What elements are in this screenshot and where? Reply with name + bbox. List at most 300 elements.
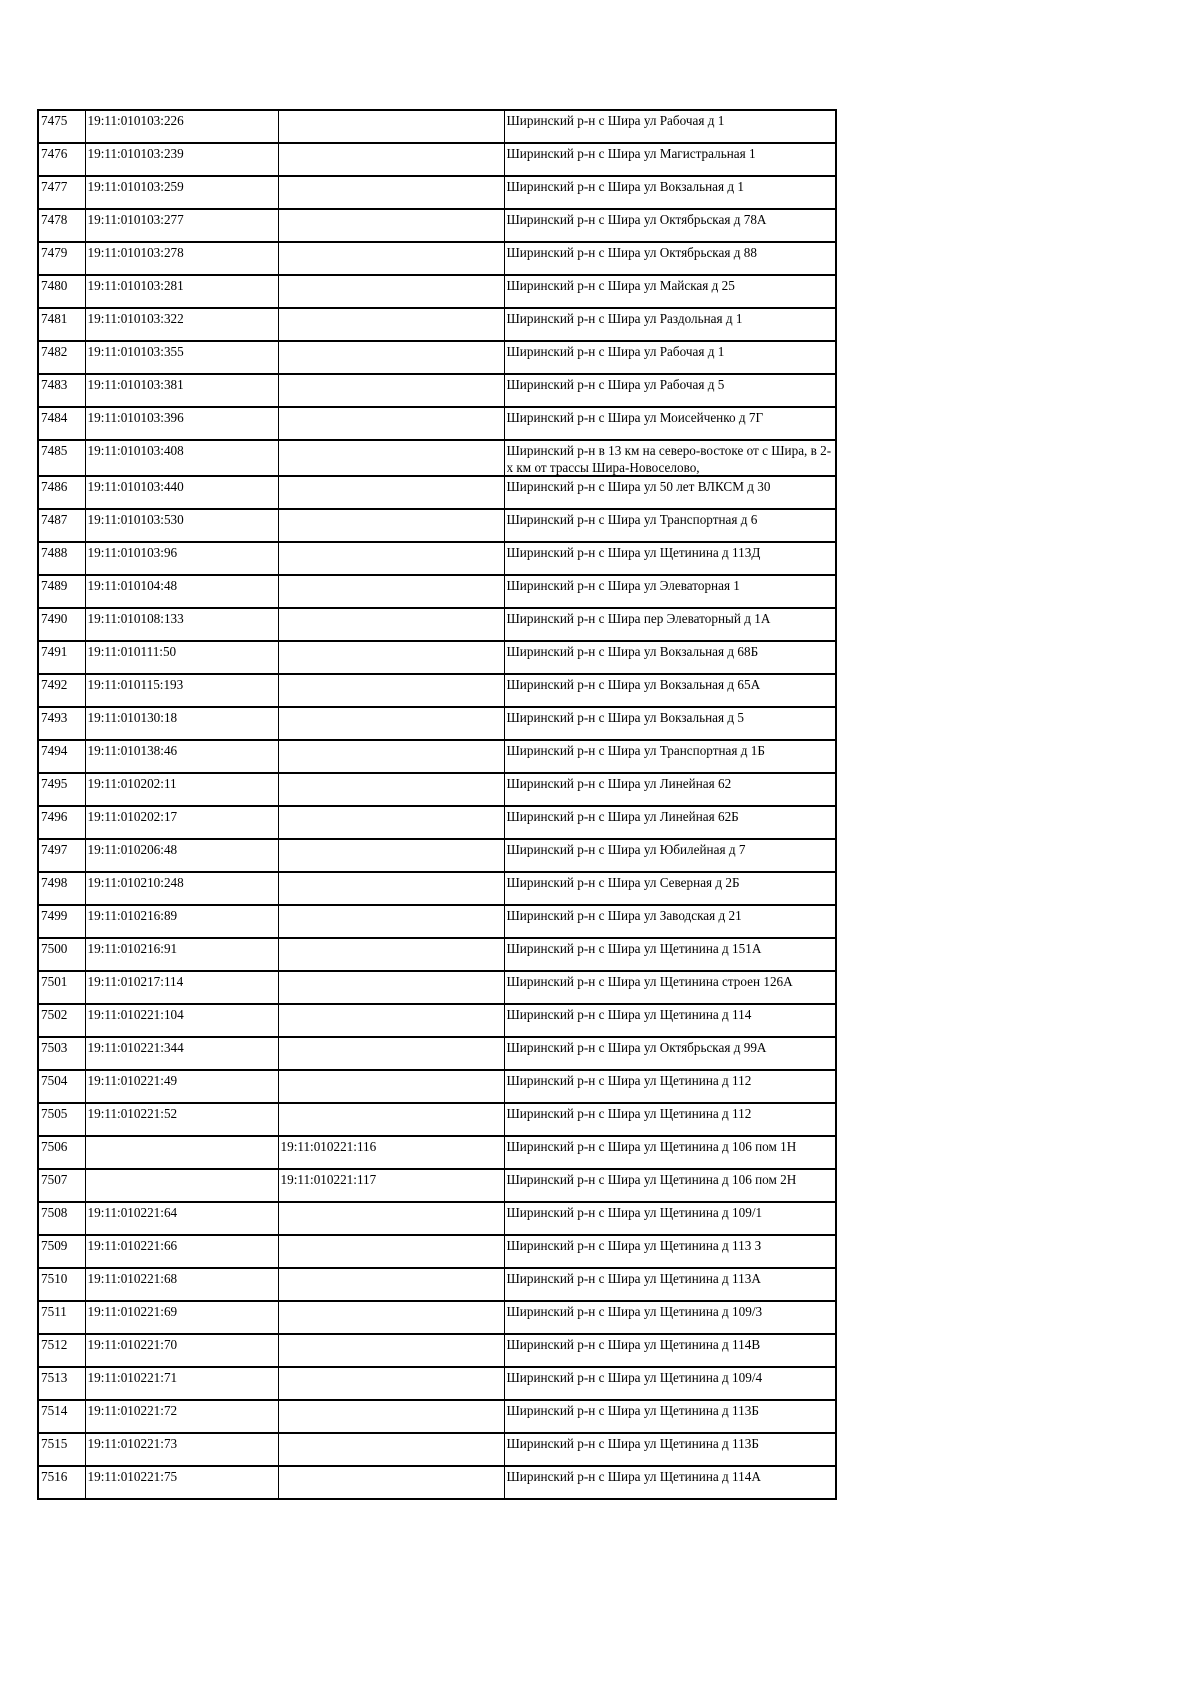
table-row (38, 209, 836, 242)
secondary-cadastral-number-cell (278, 905, 504, 938)
cadastral-table (37, 109, 837, 1500)
cadastral-number-cell-text: 19:11:010202:17 (87, 809, 178, 824)
cadastral-number-cell-text: 19:11:010221:75 (87, 1469, 178, 1484)
cadastral-number-cell (85, 1433, 278, 1466)
row-number-cell (38, 1268, 85, 1301)
cadastral-number-cell-text: 19:11:010103:239 (87, 146, 184, 161)
secondary-cadastral-number-cell-text (281, 972, 502, 973)
address-cell-text: Ширинский р-н с Шира ул Линейная 62Б (506, 809, 739, 824)
address-cell-text: Ширинский р-н с Шира ул Щетинина д 112 (506, 1106, 752, 1121)
row-number-cell-text: 7481 (41, 311, 68, 326)
table-row (38, 110, 836, 143)
row-number-cell-text: 7489 (41, 578, 68, 593)
secondary-cadastral-number-cell-text (281, 1071, 502, 1072)
address-cell (504, 1103, 836, 1136)
secondary-cadastral-number-cell (278, 110, 504, 143)
address-cell (504, 209, 836, 242)
secondary-cadastral-number-cell-text (281, 342, 502, 343)
table-row (38, 1334, 836, 1367)
address-cell-text: Ширинский р-н с Шира ул Майская д 25 (506, 278, 735, 293)
secondary-cadastral-number-cell-text (281, 741, 502, 742)
secondary-cadastral-number-cell (278, 1433, 504, 1466)
table-row (38, 1301, 836, 1334)
cadastral-number-cell (85, 1103, 278, 1136)
row-number-cell-text: 7509 (41, 1238, 68, 1253)
address-cell-text: Ширинский р-н с Шира ул Моисейченко д 7Г (506, 410, 764, 425)
secondary-cadastral-number-cell-text (281, 609, 502, 610)
secondary-cadastral-number-cell-text (281, 708, 502, 709)
secondary-cadastral-number-cell-text (281, 642, 502, 643)
address-cell (504, 641, 836, 674)
address-cell-text: Ширинский р-н с Шира ул Транспортная д 6 (506, 512, 758, 527)
cadastral-number-cell-text: 19:11:010217:114 (87, 974, 184, 989)
cadastral-number-cell-text: 19:11:010221:70 (87, 1337, 178, 1352)
cadastral-number-cell-text: 19:11:010206:48 (87, 842, 178, 857)
address-cell (504, 938, 836, 971)
cadastral-number-cell-text: 19:11:010103:226 (87, 113, 184, 128)
row-number-cell-text: 7508 (41, 1205, 68, 1220)
row-number-cell-text: 7484 (41, 410, 68, 425)
row-number-cell-text: 7490 (41, 611, 68, 626)
cadastral-number-cell-text: 19:11:010108:133 (87, 611, 184, 626)
cadastral-number-cell (85, 740, 278, 773)
address-cell (504, 275, 836, 308)
row-number-cell (38, 1169, 85, 1202)
cadastral-number-cell-text: 19:11:010103:355 (87, 344, 184, 359)
cadastral-number-cell-text: 19:11:010103:381 (87, 377, 184, 392)
address-cell-text: Ширинский р-н с Шира ул Рабочая д 5 (506, 377, 725, 392)
cadastral-number-cell-text: 19:11:010104:48 (87, 578, 178, 593)
secondary-cadastral-number-cell-text (281, 177, 502, 178)
address-cell (504, 341, 836, 374)
secondary-cadastral-number-cell-text (281, 441, 502, 442)
cadastral-number-cell-text (88, 1137, 276, 1138)
row-number-cell-text: 7496 (41, 809, 68, 824)
secondary-cadastral-number-cell (278, 1169, 504, 1202)
row-number-cell (38, 1400, 85, 1433)
row-number-cell (38, 1235, 85, 1268)
secondary-cadastral-number-cell (278, 341, 504, 374)
row-number-cell-text: 7502 (41, 1007, 68, 1022)
secondary-cadastral-number-cell-text (281, 1236, 502, 1237)
cadastral-number-cell (85, 839, 278, 872)
address-cell-text: Ширинский р-н с Шира ул Щетинина д 106 пом 2Н (506, 1172, 797, 1187)
cadastral-number-cell-text: 19:11:010202:11 (87, 776, 177, 791)
table-row (38, 476, 836, 509)
secondary-cadastral-number-cell (278, 1400, 504, 1433)
row-number-cell-text: 7499 (41, 908, 68, 923)
address-cell (504, 575, 836, 608)
cadastral-number-cell (85, 674, 278, 707)
address-cell (504, 1169, 836, 1202)
address-cell (504, 839, 836, 872)
row-number-cell-text: 7503 (41, 1040, 68, 1055)
cadastral-number-cell (85, 1202, 278, 1235)
row-number-cell-text: 7506 (41, 1139, 68, 1154)
row-number-cell-text: 7500 (41, 941, 68, 956)
secondary-cadastral-number-cell (278, 872, 504, 905)
cadastral-number-cell (85, 806, 278, 839)
secondary-cadastral-number-cell-text (281, 111, 502, 112)
row-number-cell-text: 7507 (41, 1172, 68, 1187)
row-number-cell (38, 1136, 85, 1169)
secondary-cadastral-number-cell-text (281, 774, 502, 775)
secondary-cadastral-number-cell-text (281, 408, 502, 409)
cadastral-number-cell-text: 19:11:010221:64 (87, 1205, 178, 1220)
cadastral-number-cell-text: 19:11:010103:530 (87, 512, 184, 527)
secondary-cadastral-number-cell (278, 839, 504, 872)
address-cell-text: Ширинский р-н с Шира ул Вокзальная д 1 (506, 179, 744, 194)
row-number-cell-text: 7476 (41, 146, 68, 161)
row-number-cell (38, 440, 85, 476)
address-cell (504, 806, 836, 839)
address-cell (504, 407, 836, 440)
address-cell-text: Ширинский р-н с Шира ул Северная д 2Б (506, 875, 740, 890)
table-row (38, 176, 836, 209)
address-cell-text: Ширинский р-н с Шира ул Щетинина д 114А (506, 1469, 761, 1484)
table-row (38, 407, 836, 440)
secondary-cadastral-number-cell (278, 1334, 504, 1367)
row-number-cell-text: 7498 (41, 875, 68, 890)
secondary-cadastral-number-cell-text (281, 543, 502, 544)
secondary-cadastral-number-cell (278, 1004, 504, 1037)
address-cell-text: Ширинский р-н с Шира ул Магистральная 1 (506, 146, 756, 161)
secondary-cadastral-number-cell (278, 374, 504, 407)
row-number-cell (38, 674, 85, 707)
address-cell-text: Ширинский р-н с Шира ул Щетинина д 113Б (506, 1403, 759, 1418)
cadastral-number-cell (85, 110, 278, 143)
cadastral-number-cell (85, 542, 278, 575)
secondary-cadastral-number-cell-text (281, 477, 502, 478)
address-cell-text: Ширинский р-н с Шира ул Щетинина д 113 З (506, 1238, 762, 1253)
row-number-cell (38, 275, 85, 308)
row-number-cell-text: 7512 (41, 1337, 68, 1352)
secondary-cadastral-number-cell (278, 806, 504, 839)
row-number-cell-text: 7505 (41, 1106, 68, 1121)
secondary-cadastral-number-cell (278, 440, 504, 476)
address-cell (504, 143, 836, 176)
row-number-cell-text: 7494 (41, 743, 68, 758)
address-cell-text: Ширинский р-н с Шира ул Щетинина д 113А (506, 1271, 761, 1286)
row-number-cell (38, 1466, 85, 1499)
secondary-cadastral-number-cell-text (281, 243, 502, 244)
address-cell (504, 1268, 836, 1301)
table-row (38, 308, 836, 341)
address-cell-text: Ширинский р-н в 13 км на северо-востоке от с Шира, в 2-х км от трассы Шира-Новоселово, (506, 443, 832, 475)
cadastral-number-cell (85, 1301, 278, 1334)
cadastral-number-cell (85, 938, 278, 971)
table-row (38, 1433, 836, 1466)
address-cell (504, 1301, 836, 1334)
secondary-cadastral-number-cell-text (281, 1467, 502, 1468)
row-number-cell (38, 509, 85, 542)
cadastral-number-cell-text: 19:11:010221:344 (87, 1040, 184, 1055)
secondary-cadastral-number-cell (278, 674, 504, 707)
cadastral-number-cell-text: 19:11:010221:68 (87, 1271, 178, 1286)
row-number-cell (38, 209, 85, 242)
secondary-cadastral-number-cell-text (281, 807, 502, 808)
table-row (38, 1202, 836, 1235)
row-number-cell (38, 1301, 85, 1334)
secondary-cadastral-number-cell-text (281, 1038, 502, 1039)
table-row (38, 641, 836, 674)
cadastral-number-cell-text: 19:11:010216:89 (87, 908, 178, 923)
address-cell-text: Ширинский р-н с Шира ул Элеваторная 1 (506, 578, 740, 593)
table-row (38, 839, 836, 872)
secondary-cadastral-number-cell-text (281, 1335, 502, 1336)
table-row (38, 905, 836, 938)
row-number-cell-text: 7516 (41, 1469, 68, 1484)
cadastral-number-cell (85, 971, 278, 1004)
secondary-cadastral-number-cell (278, 509, 504, 542)
cadastral-number-cell (85, 1268, 278, 1301)
cadastral-number-cell (85, 1466, 278, 1499)
address-cell (504, 872, 836, 905)
secondary-cadastral-number-cell-text (281, 675, 502, 676)
address-cell (504, 1136, 836, 1169)
address-cell-text: Ширинский р-н с Шира ул Октябрьская д 88 (506, 245, 757, 260)
secondary-cadastral-number-cell-text (281, 144, 502, 145)
secondary-cadastral-number-cell-text (281, 1269, 502, 1270)
address-cell-text: Ширинский р-н с Шира ул Щетинина д 114 (506, 1007, 752, 1022)
cadastral-number-cell-text: 19:11:010221:49 (87, 1073, 178, 1088)
cadastral-number-cell (85, 209, 278, 242)
address-cell-text: Ширинский р-н с Шира ул Заводская д 21 (506, 908, 742, 923)
row-number-cell-text: 7480 (41, 278, 68, 293)
address-cell-text: Ширинский р-н с Шира ул Вокзальная д 68Б (506, 644, 759, 659)
address-cell (504, 1070, 836, 1103)
table-row (38, 608, 836, 641)
address-cell-text: Ширинский р-н с Шира ул Щетинина д 114В (506, 1337, 761, 1352)
address-cell-text: Ширинский р-н с Шира ул Рабочая д 1 (506, 344, 725, 359)
address-cell (504, 608, 836, 641)
table-row (38, 1367, 836, 1400)
cadastral-number-cell (85, 707, 278, 740)
row-number-cell (38, 242, 85, 275)
secondary-cadastral-number-cell (278, 476, 504, 509)
address-cell (504, 740, 836, 773)
address-cell (504, 476, 836, 509)
cadastral-number-cell-text: 19:11:010115:193 (87, 677, 184, 692)
secondary-cadastral-number-cell-text (281, 375, 502, 376)
cadastral-number-cell (85, 575, 278, 608)
row-number-cell (38, 839, 85, 872)
cadastral-number-cell-text: 19:11:010221:71 (87, 1370, 178, 1385)
secondary-cadastral-number-cell (278, 575, 504, 608)
row-number-cell (38, 1202, 85, 1235)
address-cell (504, 176, 836, 209)
cadastral-number-cell-text: 19:11:010103:277 (87, 212, 184, 227)
table-row (38, 1037, 836, 1070)
secondary-cadastral-number-cell (278, 176, 504, 209)
cadastral-number-cell (85, 374, 278, 407)
row-number-cell (38, 608, 85, 641)
row-number-cell-text: 7487 (41, 512, 68, 527)
cadastral-number-cell (85, 773, 278, 806)
cadastral-number-cell (85, 1400, 278, 1433)
address-cell (504, 1037, 836, 1070)
address-cell-text: Ширинский р-н с Шира ул Щетинина д 109/1 (506, 1205, 763, 1220)
address-cell-text: Ширинский р-н с Шира ул Вокзальная д 5 (506, 710, 744, 725)
address-cell-text: Ширинский р-н с Шира ул Раздольная д 1 (506, 311, 743, 326)
address-cell-text: Ширинский р-н с Шира ул Октябрьская д 99А (506, 1040, 767, 1055)
table-row (38, 674, 836, 707)
secondary-cadastral-number-cell (278, 308, 504, 341)
cadastral-number-cell (85, 1004, 278, 1037)
cadastral-number-cell-text: 19:11:010221:69 (87, 1304, 178, 1319)
address-cell (504, 1334, 836, 1367)
cadastral-number-cell (85, 1169, 278, 1202)
row-number-cell (38, 176, 85, 209)
row-number-cell (38, 308, 85, 341)
address-cell (504, 374, 836, 407)
cadastral-number-cell-text: 19:11:010103:281 (87, 278, 184, 293)
address-cell (504, 1004, 836, 1037)
table-row (38, 1466, 836, 1499)
table-row (38, 575, 836, 608)
table-row (38, 773, 836, 806)
cadastral-number-cell-text: 19:11:010103:322 (87, 311, 184, 326)
secondary-cadastral-number-cell (278, 275, 504, 308)
row-number-cell-text: 7495 (41, 776, 68, 791)
row-number-cell-text: 7486 (41, 479, 68, 494)
secondary-cadastral-number-cell-text: 19:11:010221:116 (280, 1139, 377, 1154)
row-number-cell-text: 7513 (41, 1370, 68, 1385)
row-number-cell-text: 7482 (41, 344, 68, 359)
address-cell (504, 440, 836, 476)
cadastral-number-cell (85, 1037, 278, 1070)
table-row (38, 1169, 836, 1202)
cadastral-number-cell-text: 19:11:010216:91 (87, 941, 178, 956)
row-number-cell (38, 872, 85, 905)
row-number-cell-text: 7514 (41, 1403, 68, 1418)
row-number-cell (38, 476, 85, 509)
secondary-cadastral-number-cell (278, 242, 504, 275)
secondary-cadastral-number-cell (278, 542, 504, 575)
cadastral-number-cell (85, 1070, 278, 1103)
row-number-cell (38, 773, 85, 806)
row-number-cell (38, 1334, 85, 1367)
address-cell (504, 971, 836, 1004)
secondary-cadastral-number-cell (278, 1367, 504, 1400)
cadastral-number-cell (85, 872, 278, 905)
row-number-cell-text: 7497 (41, 842, 68, 857)
table-row (38, 143, 836, 176)
table-row (38, 1004, 836, 1037)
table-body (38, 110, 836, 1499)
address-cell-text: Ширинский р-н с Шира ул 50 лет ВЛКСМ д 30 (506, 479, 771, 494)
table-row (38, 275, 836, 308)
row-number-cell-text: 7511 (41, 1304, 67, 1319)
secondary-cadastral-number-cell (278, 1466, 504, 1499)
address-cell-text: Ширинский р-н с Шира ул Щетинина д 113Д (506, 545, 761, 560)
row-number-cell (38, 1070, 85, 1103)
address-cell (504, 1466, 836, 1499)
row-number-cell-text: 7485 (41, 443, 68, 458)
cadastral-number-cell-text: 19:11:010103:408 (87, 443, 184, 458)
address-cell-text: Ширинский р-н с Шира ул Щетинина д 109/4 (506, 1370, 763, 1385)
cadastral-number-cell-text: 19:11:010103:396 (87, 410, 184, 425)
row-number-cell (38, 971, 85, 1004)
address-cell (504, 1400, 836, 1433)
row-number-cell (38, 407, 85, 440)
table-row (38, 938, 836, 971)
address-cell-text: Ширинский р-н с Шира ул Щетинина д 106 пом 1Н (506, 1139, 797, 1154)
address-cell (504, 905, 836, 938)
secondary-cadastral-number-cell (278, 641, 504, 674)
cadastral-number-cell-text: 19:11:010221:104 (87, 1007, 184, 1022)
table-row (38, 440, 836, 476)
secondary-cadastral-number-cell-text (281, 1203, 502, 1204)
row-number-cell-text: 7515 (41, 1436, 68, 1451)
address-cell-text: Ширинский р-н с Шира ул Рабочая д 1 (506, 113, 725, 128)
table-row (38, 740, 836, 773)
cadastral-number-cell-text: 19:11:010130:18 (87, 710, 178, 725)
cadastral-number-cell (85, 1367, 278, 1400)
row-number-cell (38, 1004, 85, 1037)
address-cell-text: Ширинский р-н с Шира ул Щетинина д 113Б (506, 1436, 759, 1451)
address-cell-text: Ширинский р-н с Шира ул Щетинина д 151А (506, 941, 762, 956)
secondary-cadastral-number-cell (278, 1136, 504, 1169)
address-cell-text: Ширинский р-н с Шира пер Элеваторный д 1А (506, 611, 771, 626)
secondary-cadastral-number-cell (278, 1301, 504, 1334)
row-number-cell (38, 1367, 85, 1400)
secondary-cadastral-number-cell (278, 971, 504, 1004)
row-number-cell (38, 740, 85, 773)
cadastral-number-cell-text: 19:11:010221:72 (87, 1403, 178, 1418)
address-cell-text: Ширинский р-н с Шира ул Линейная 62 (506, 776, 732, 791)
table-row (38, 971, 836, 1004)
row-number-cell-text: 7493 (41, 710, 68, 725)
secondary-cadastral-number-cell (278, 1202, 504, 1235)
row-number-cell (38, 341, 85, 374)
address-cell (504, 773, 836, 806)
row-number-cell-text: 7491 (41, 644, 68, 659)
secondary-cadastral-number-cell (278, 707, 504, 740)
secondary-cadastral-number-cell-text (281, 576, 502, 577)
address-cell-text: Ширинский р-н с Шира ул Вокзальная д 65А (506, 677, 761, 692)
secondary-cadastral-number-cell-text (281, 309, 502, 310)
secondary-cadastral-number-cell (278, 938, 504, 971)
secondary-cadastral-number-cell-text (281, 873, 502, 874)
secondary-cadastral-number-cell-text (281, 906, 502, 907)
table-row (38, 1070, 836, 1103)
row-number-cell (38, 542, 85, 575)
cadastral-number-cell-text: 19:11:010138:46 (87, 743, 178, 758)
secondary-cadastral-number-cell-text (281, 510, 502, 511)
row-number-cell (38, 110, 85, 143)
cadastral-number-cell-text: 19:11:010221:66 (87, 1238, 178, 1253)
row-number-cell-text: 7479 (41, 245, 68, 260)
secondary-cadastral-number-cell (278, 1235, 504, 1268)
row-number-cell-text: 7475 (41, 113, 68, 128)
row-number-cell (38, 143, 85, 176)
secondary-cadastral-number-cell (278, 1268, 504, 1301)
table-row (38, 1400, 836, 1433)
address-cell (504, 509, 836, 542)
row-number-cell (38, 1103, 85, 1136)
table-row (38, 1268, 836, 1301)
cadastral-number-cell (85, 143, 278, 176)
secondary-cadastral-number-cell-text (281, 1005, 502, 1006)
address-cell (504, 1202, 836, 1235)
row-number-cell-text: 7483 (41, 377, 68, 392)
secondary-cadastral-number-cell (278, 209, 504, 242)
row-number-cell-text: 7478 (41, 212, 68, 227)
row-number-cell (38, 806, 85, 839)
cadastral-number-cell (85, 440, 278, 476)
address-cell (504, 542, 836, 575)
